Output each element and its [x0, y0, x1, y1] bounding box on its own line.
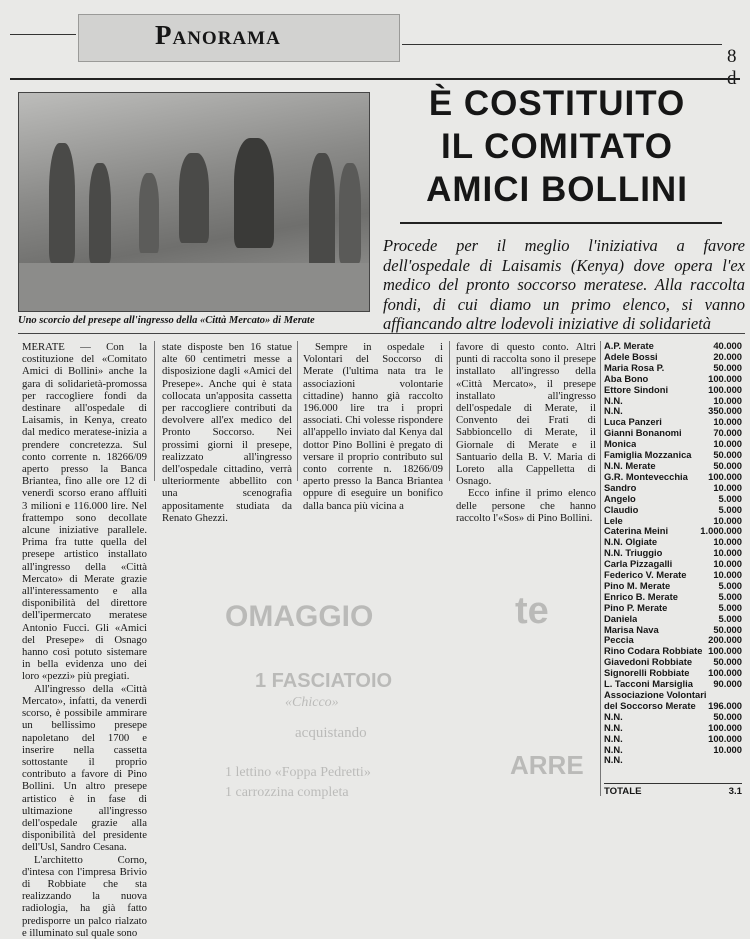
headline-line-3: AMICI BOLLINI — [426, 170, 688, 209]
ad-line-4: «Chicco» — [285, 695, 339, 710]
donor-amount: 10.000 — [713, 558, 742, 570]
donor-amount: 40.000 — [713, 340, 742, 351]
column-rule — [154, 341, 155, 481]
donor-amount: 5.000 — [718, 503, 742, 515]
donor-amount: 100.000 — [708, 372, 742, 384]
donor-name: N.N. — [604, 733, 623, 744]
donor-name: Giavedoni Robbiate — [604, 657, 693, 668]
donor-row — [604, 679, 742, 690]
article-column-3 — [303, 341, 443, 512]
article-column-1 — [22, 341, 147, 939]
donor-amount: 10.000 — [713, 416, 742, 428]
donor-amount: 5.000 — [718, 579, 742, 591]
paragraph: L'architetto Corno, d'intesa con l'impresa Brivio di Robbiate che sta realizzando la nuova radiologia, ha già fatto predisporre un palco rialzato e illuminato sul quale sono — [22, 853, 147, 939]
donor-row — [604, 755, 742, 766]
donor-name: Gianni Bonanomi — [604, 428, 682, 439]
headline-line-2: IL COMITATO — [440, 127, 673, 166]
donor-amount: 100.000 — [708, 470, 742, 482]
donor-row — [604, 734, 742, 745]
donor-name: N.N. — [604, 711, 623, 722]
donor-amount: 50.000 — [713, 656, 742, 668]
donor-row — [604, 385, 742, 396]
donor-name: Carla Pizzagalli — [604, 559, 673, 570]
donor-amount: 20.000 — [713, 350, 742, 362]
donor-amount: 10.000 — [713, 394, 742, 406]
donor-name: Enrico B. Merate — [604, 591, 678, 602]
donor-name: Caterina Meini — [604, 526, 669, 537]
donor-amount: 10.000 — [713, 514, 742, 526]
ad-line-8: 1 carrozzina completa — [225, 785, 349, 800]
donor-name: Rino Codara Robbiate — [604, 646, 703, 657]
donor-name: Pino M. Merate — [604, 580, 671, 591]
paragraph: Ecco infine il primo elenco delle persone che hanno raccolto l'«Sos» di Pino Bollini. — [456, 487, 596, 524]
donor-amount: 100.000 — [708, 645, 742, 657]
donor-name: N.N. — [604, 395, 623, 406]
paragraph: favore di questo conto. Altri punti di raccolta sono il presepe installato all'ingresso della «Città Mercato», il presepe installato all'ingresso dell'ospedale di Merate, il Convento dei Frati di Sabbioncello di Merate, il Giornale di Merate e il Santuario della B. V. Maria di Loreto alla Cappelletta di Osnago. — [456, 341, 596, 488]
donor-row — [604, 374, 742, 385]
header-rule-right — [402, 44, 722, 45]
donor-list — [604, 341, 742, 766]
donor-name: N.N. Merate — [604, 460, 656, 471]
ad-line-5: acquistando — [295, 725, 367, 741]
column-rule — [297, 341, 298, 481]
donor-name: Adele Bossi — [604, 351, 658, 362]
column-rule — [449, 341, 450, 481]
donor-name: G.R. Montevecchia — [604, 471, 688, 482]
section-title: Panorama — [155, 20, 281, 50]
donor-name: Sandro — [604, 482, 637, 493]
donor-name: Pino P. Merate — [604, 602, 668, 613]
article-column-2 — [162, 341, 292, 524]
donor-amount: 5.000 — [718, 601, 742, 613]
paragraph: MERATE — Con la costituzione del «Comitato Amici di Bollini» anche la gara di solidarietà-promossa per raccogliere fondi da destinare all'ospedale di Laisamis, in Kenya, creato dal medico meratese-inizia a prendere concretezza. Sul conto corrente n. 18266/09 aperto presso la Banca Briantea, fino alle ore 12 di venerdì scorso erano affluiti 3 milioni e 116.000 lire. Nel frattempo sono decollate alcune iniziative parallele. Prima fra tutte quella del presepe artistico installato all'ingresso della «Città Mercato» di Merate grazie all'interessamento e alla disponibilità del direttore dell'ipermercato meratese Antonio Fucci. Gli «Amici del Presepe» di Osnago hanno così potuto sistemare in bella evidenza uno dei loro «pezzi» più pregiati. — [22, 341, 147, 683]
donor-name: Lele — [604, 515, 623, 526]
donor-amount: 10.000 — [713, 547, 742, 559]
article-deck: Procede per il meglio l'iniziativa a favore dell'ospedale di Laisamis (Kenya) dove opera l'ex medico del pronto soccorso meratese. Alla raccolta fondi, di cui diamo un primo elenco, si vanno affiancando altre lodevoli iniziative di solidarietà — [383, 236, 745, 333]
donor-amount: 50.000 — [713, 710, 742, 722]
header-rule-left — [10, 34, 76, 35]
donor-row — [604, 723, 742, 734]
donor-name: N.N. — [604, 744, 623, 755]
donor-amount: 5.000 — [718, 590, 742, 602]
page-number: 8 — [727, 46, 737, 67]
donor-row — [604, 505, 742, 516]
header-divider — [10, 78, 740, 80]
donor-name: Aba Bono — [604, 373, 649, 384]
donor-amount: 70.000 — [713, 427, 742, 439]
headline — [382, 82, 732, 211]
donor-amount: 5.000 — [718, 612, 742, 624]
donor-name: Maria Rosa P. — [604, 362, 665, 373]
donor-name: Marisa Nava — [604, 624, 659, 635]
donor-amount: 10.000 — [713, 569, 742, 581]
donor-row — [604, 494, 742, 505]
donor-amount: 100.000 — [708, 721, 742, 733]
donor-amount: 10.000 — [713, 743, 742, 755]
donor-amount: 196.000 — [708, 699, 742, 711]
donor-amount: 100.000 — [708, 383, 742, 395]
ad-line-3: 1 FASCIATOIO — [255, 670, 393, 692]
headline-underline — [400, 222, 722, 224]
donor-name: Ettore Sindoni — [604, 384, 669, 395]
paragraph: All'ingresso della «Città Mercato», infatti, da venerdì scorso, è possibile ammirare un bellissimo presepe napoletano del 1700 e inserire nella cassetta sottostante il proprio contributo a favore di Pino Bollini. Un altro presepe artistico è in fase di ultimazione all'ingresso dell'ospedale grazie alla disponibilità del presidente dell'Usl, Sandro Cesana. — [22, 682, 147, 854]
donor-row — [604, 745, 742, 756]
donor-amount: 5.000 — [718, 492, 742, 504]
photo-caption: Uno scorcio del presepe all'ingresso della «Città Mercato» di Merate — [18, 315, 315, 326]
donor-amount: 10.000 — [713, 536, 742, 548]
ad-line-1: OMAGGIO — [225, 600, 374, 633]
ad-line-2: te — [515, 590, 549, 632]
donor-amount: 100.000 — [708, 732, 742, 744]
donor-name: Peccia — [604, 635, 634, 646]
donor-amount: 1.000.000 — [700, 525, 742, 537]
donor-name: A.P. Merate — [604, 341, 654, 351]
donor-name: Famiglia Mozzanica — [604, 450, 692, 461]
total-rule — [604, 783, 742, 784]
donor-name: N.N. — [604, 406, 623, 417]
nativity-photo — [18, 92, 370, 312]
donor-name: N.N. — [604, 755, 623, 766]
donor-name: N.N. — [604, 722, 623, 733]
donor-name: Monica — [604, 439, 637, 450]
donor-total — [604, 786, 742, 797]
donor-name: Associazione Volontari — [604, 690, 707, 700]
donor-name: Federico V. Merate — [604, 570, 687, 581]
ad-line-7: 1 lettino «Foppa Pedretti» — [225, 765, 371, 780]
paragraph: state disposte ben 16 statue alte 60 centimetri messe a disposizione dagli «Amici del Presepe». Anche qui è stata collocata un'apposita cassetta per raccogliere contributi da devolvere all'ex medico del Pronto Soccorso. Nei prossimi giorni il presepe, realizzato all'ingresso dell'ospedale cittadino, verrà ulteriormente abbellito con una scenografia appositamente studiata da Renato Ghezzi. — [162, 341, 292, 524]
donor-amount: 10.000 — [713, 438, 742, 450]
donor-amount: 50.000 — [713, 459, 742, 471]
paragraph: Sempre in ospedale i Volontari del Soccorso di Merate (l'ultima nata tra le associazioni volontarie cittadine) hanno già raccolto 196.000 lire tra i propri associati. Chi volesse rispondere all'appello inviato dal Kenya dal dottor Pino Bollini è pregato di versare il proprio contributo sul conto corrente n. 18266/09 aperto presso la Banca Briantea oppure di eseguire un bonifico dalla banca più vicina a — [303, 341, 443, 512]
donor-name: Claudio — [604, 504, 639, 515]
donor-row — [604, 614, 742, 625]
ad-line-6: ARRE — [510, 750, 584, 780]
donor-list-rule — [600, 341, 601, 796]
article-column-4 — [456, 341, 596, 524]
body-top-rule — [18, 333, 745, 334]
headline-line-1: È COSTITUITO — [428, 84, 686, 123]
donor-amount: 90.000 — [713, 678, 742, 690]
donor-name: N.N. Triuggio — [604, 548, 663, 559]
donor-name: Daniela — [604, 613, 638, 624]
donor-amount: 200.000 — [708, 634, 742, 646]
donor-name: N.N. Olgiate — [604, 537, 658, 548]
donor-amount: 50.000 — [713, 361, 742, 373]
donor-name: Signorelli Robbiate — [604, 668, 690, 679]
donor-amount: 10.000 — [713, 481, 742, 493]
donor-name: del Soccorso Merate — [604, 700, 696, 711]
donor-amount: 50.000 — [713, 623, 742, 635]
total-amount: 3.1 — [728, 786, 742, 797]
donor-name: L. Tacconi Marsiglia — [604, 679, 693, 690]
donor-amount: 350.000 — [708, 405, 742, 417]
donor-amount: 50.000 — [713, 449, 742, 461]
donor-name: Luca Panzeri — [604, 417, 662, 428]
donor-amount: 100.000 — [708, 667, 742, 679]
total-label: TOTALE — [604, 786, 642, 797]
donor-name: Angelo — [604, 493, 636, 504]
